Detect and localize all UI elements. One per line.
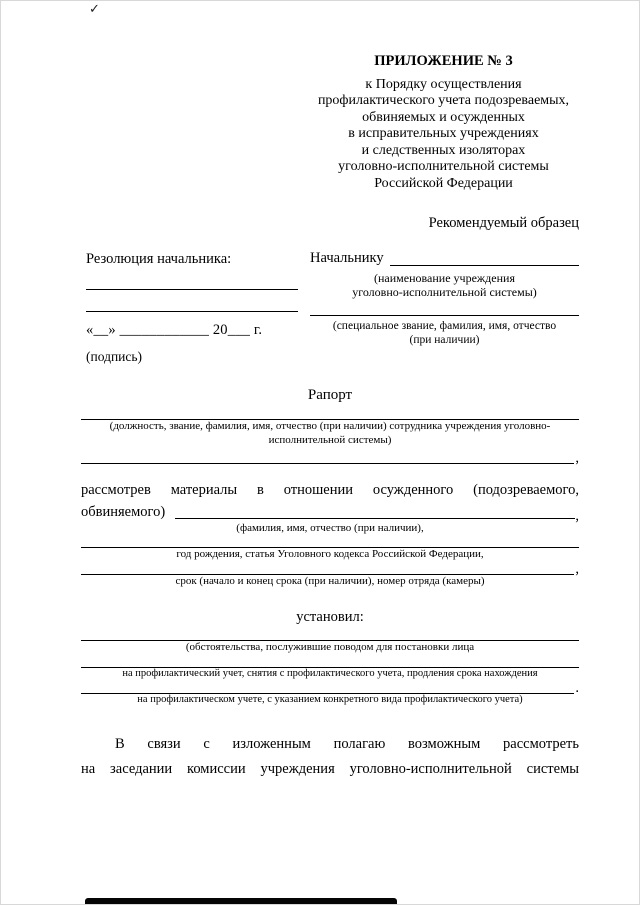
addressee-caption-1: (наименование учреждения [374,271,515,285]
circumstances-caption-2: на профилактический учет, снятия с профилактического учета, продления срока нахождения [122,668,538,679]
circumstances-blank-line-3 [81,681,579,694]
addressee-caption-4: (при наличии) [409,334,480,346]
bottom-scan-artifact [85,898,397,905]
addressee-caption-3: (специальное звание, фамилия, имя, отчество [332,320,557,332]
appendix-title: ПРИЛОЖЕНИЕ № 3 [374,53,513,69]
term-blank-line-with-comma [81,561,579,575]
established-heading: установил: [296,608,364,625]
official-caption-1: (должность, звание, фамилия, имя, отчество (при наличии) сотрудника учреждения уголовно- [109,420,551,432]
appendix-line: в исправительных учреждениях [348,126,539,141]
appendix-line: профилактического учета подозреваемых, [317,93,570,108]
addressee-label: Начальнику [310,250,384,266]
birth-caption: год рождения, статья Уголовного кодекса Российской Федерации, [176,547,484,560]
term-caption: срок (начало и конец срока (при наличии), номер отряда (камеры) [175,575,485,587]
addressee-blank-line-2 [310,299,579,316]
trailing-comma: , [575,450,579,466]
appendix-line: обвиняемых и осужденных [362,109,525,125]
appendix-line: к Порядку осуществления [365,76,522,92]
birth-blank-line [81,536,579,548]
addressee-block [310,251,579,347]
signature-caption: (подпись) [86,349,143,364]
report-title: Рапорт [307,387,353,403]
circumstances-caption-1: (обстоятельства, послужившие поводом для постановки лица [185,640,475,653]
appendix-header [286,53,601,192]
circumstances-blank-line-1 [81,627,579,641]
considered-line-2 [81,500,579,522]
report-body [81,411,579,780]
resolution-blank-line-1 [86,289,298,290]
closing-line-1: В связи с изложенным полагаю возможным рассмотреть [115,736,579,752]
blank-line-with-comma [81,447,579,464]
considered-prefix: обвиняемого) [81,504,166,520]
appendix-line: Российской Федерации [374,175,513,191]
addressee-blank-line-1 [390,265,579,266]
official-caption-2: исполнительной системы) [268,433,392,446]
recommended-sample-note: Рекомендуемый образец [428,215,579,231]
name-caption: (фамилия, имя, отчество (при наличии), [236,522,424,534]
closing-line-2: на заседании комиссии учреждения уголовно-исполнительной системы [81,761,579,777]
trailing-comma: , [575,561,579,577]
resolution-label: Резолюция начальника: [86,251,232,267]
considered-paragraph-line-1: рассмотрев материалы в отношении осужденного (подозреваемого, [81,482,579,498]
date-blank-line: «__» ____________ 20___ г. [86,322,263,338]
addressee-caption-2: уголовно-исполнительной системы) [352,285,537,299]
resolution-block [86,251,298,365]
appendix-line: и следственных изоляторах [361,142,526,158]
appendix-line: уголовно-исполнительной системы [338,159,549,174]
trailing-comma: , [575,508,579,524]
addressee-row [310,251,579,267]
closing-paragraph [81,734,579,780]
name-blank-line [175,518,575,519]
circumstances-caption-3: на профилактическом учете, с указанием конкретного вида профилактического учета) [137,693,523,705]
official-blank-line [81,411,579,420]
resolution-blank-line-2 [86,311,298,312]
scan-mark-icon: ✓ [89,1,100,16]
circumstances-blank-line-2 [81,654,579,668]
blank-line [81,463,574,464]
trailing-period: . [575,679,579,696]
